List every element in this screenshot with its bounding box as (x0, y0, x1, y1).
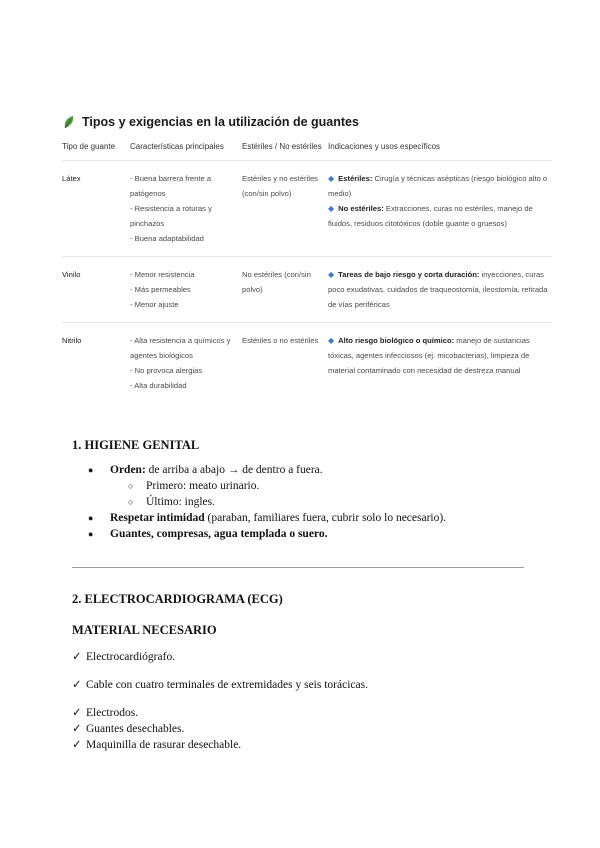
row-sterile: Estériles y no estériles (con/sin polvo) (242, 161, 328, 257)
header-indications: Indicaciones y usos específicos (328, 142, 441, 151)
list-item-privacy (72, 510, 552, 526)
material-heading: MATERIAL NECESARIO (72, 623, 217, 637)
characteristic-line: - Alta resistencia a químicos y agentes biológicos (130, 336, 231, 360)
list-item-supplies (72, 526, 552, 542)
indication-bold: Estériles: (338, 174, 373, 183)
indication-paragraph (328, 333, 548, 378)
characteristic-line: - Buena adaptabilidad (130, 234, 204, 243)
header-type: Tipo de guante (62, 142, 116, 151)
material-item-text: Electrocardiógrafo. (86, 651, 176, 663)
order-text: de arriba a abajo → de dentro a fuera. (145, 464, 323, 476)
characteristic-line: - Resistencia a roturas y pinchazos (130, 204, 212, 228)
material-item-text: Electrodos. (86, 707, 139, 719)
row-sterile: Estériles o no estériles (242, 323, 328, 404)
material-item-text: Guantes desechables. (86, 723, 185, 735)
table-row-latex (62, 161, 552, 257)
privacy-label: Respetar intimidad (110, 512, 205, 524)
indication-text: inyecciones, curas poco exudativas, cuidados de traqueostomía, ileostomía, retirada de vías periféricas (328, 270, 548, 309)
checkmark-icon: ✓ (72, 679, 82, 691)
checkmark-icon: ✓ (72, 707, 82, 719)
diamond-icon: ◆ (328, 336, 335, 345)
row-indications (328, 257, 552, 323)
material-item-text: Cable con cuatro terminales de extremidades y seis torácicas. (86, 679, 368, 691)
material-item (72, 737, 241, 753)
diamond-icon: ◆ (328, 270, 335, 279)
row-indications (328, 161, 552, 257)
diamond-icon: ◆ (328, 174, 335, 183)
row-type: Látex (62, 161, 130, 257)
sublist-item-last: ○ Último: ingles. (110, 494, 552, 510)
row-sterile: No estériles (con/sin polvo) (242, 257, 328, 323)
gloves-table (62, 142, 552, 403)
privacy-text: (paraban, familiares fuera, cubrir solo lo necesario). (204, 512, 447, 524)
indication-text: Extracciones, curas no estériles, manejo de fluidos, residuos citotóxicos (doble guante o gruesos) (328, 204, 533, 228)
header-sterile: Estériles / No estériles (242, 142, 322, 151)
diamond-icon: ◆ (328, 204, 335, 213)
hygiene-heading: 1. HIGIENE GENITAL (72, 438, 200, 452)
characteristic-line: - No provoca alergias (130, 366, 203, 375)
sublist-item-first: ○ Primero: meato urinario. (110, 478, 552, 494)
order-label: Orden: (110, 464, 146, 476)
indication-bold: Alto riesgo biológico o químico: (338, 336, 455, 345)
header-characteristics: Características principales (130, 142, 224, 151)
row-type: Vinilo (62, 257, 130, 323)
table-title (62, 115, 359, 129)
table-header-row (62, 142, 552, 161)
material-item (72, 677, 368, 693)
row-characteristics (130, 161, 242, 257)
indication-paragraph (328, 201, 548, 231)
material-item-text: Maquinilla de rasurar desechable. (86, 739, 242, 751)
characteristic-line: - Menor resistencia (130, 270, 195, 279)
indication-bold: Tareas de bajo riesgo y corta duración: (338, 270, 480, 279)
material-item (72, 705, 138, 721)
characteristic-line: - Menor ajuste (130, 300, 179, 309)
ecg-heading: 2. ELECTROCARDIOGRAMA (ECG) (72, 592, 283, 606)
indication-text: manejo de sustancias tóxicas, agentes infecciosos (ej. micobacterias), limpieza de material contaminado con necesidad de destreza manual (328, 336, 530, 375)
checkmark-icon: ✓ (72, 651, 82, 663)
checkmark-icon: ✓ (72, 723, 82, 735)
material-item (72, 721, 184, 737)
material-item (72, 649, 175, 665)
supplies-text: Guantes, compresas, agua templada o suero. (110, 528, 328, 540)
characteristic-line: - Más permeables (130, 285, 191, 294)
section-divider (72, 567, 524, 568)
characteristic-line: - Alta durabilidad (130, 381, 187, 390)
leaf-icon (62, 115, 76, 129)
indication-bold: No estériles: (338, 204, 384, 213)
indication-paragraph (328, 171, 548, 201)
hygiene-list (72, 462, 552, 542)
checkmark-icon: ✓ (72, 739, 82, 751)
table-row-vinyl (62, 257, 552, 323)
row-characteristics (130, 257, 242, 323)
table-row-nitrile (62, 323, 552, 404)
indication-text: Cirugía y técnicas asépticas (riesgo biológico alto o medio) (328, 174, 548, 198)
row-indications (328, 323, 552, 404)
list-item-order (72, 462, 552, 510)
characteristic-line: - Buena barrera frente a patógenos (130, 174, 212, 198)
indication-paragraph (328, 267, 548, 312)
row-type: Nitrilo (62, 323, 130, 404)
table-title-text: Tipos y exigencias en la utilización de guantes (82, 115, 359, 129)
order-sublist (110, 478, 552, 510)
row-characteristics (130, 323, 242, 404)
